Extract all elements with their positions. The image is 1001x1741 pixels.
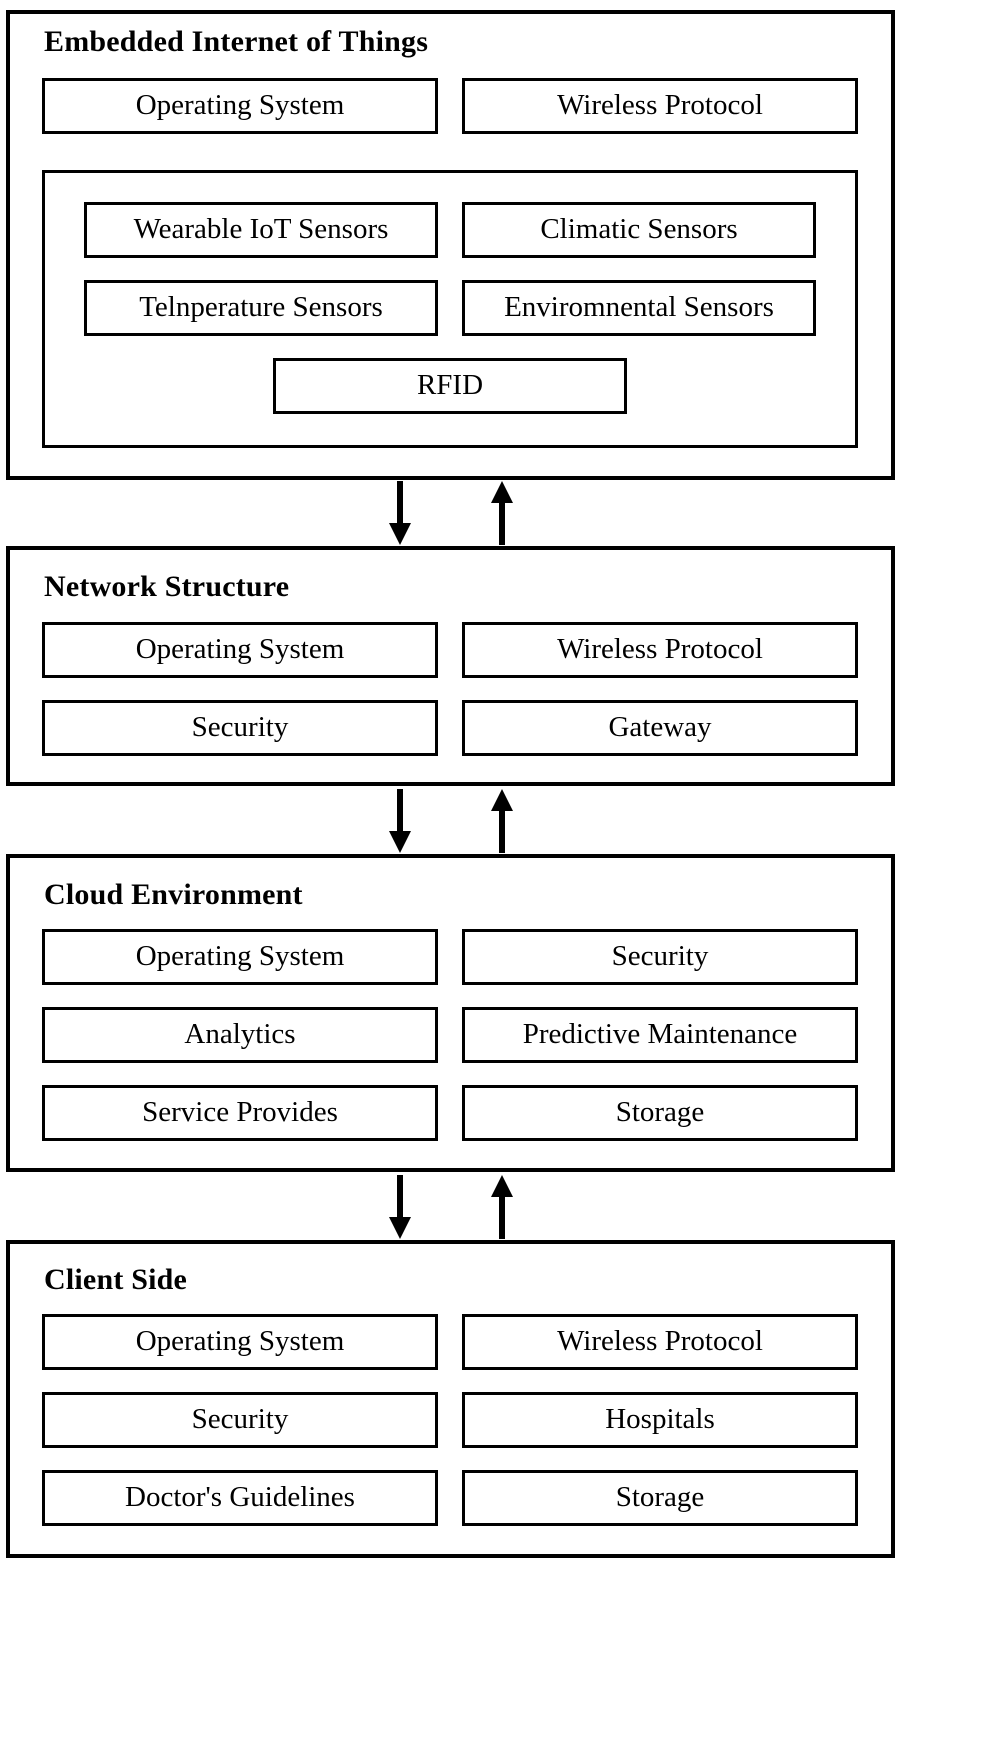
box-operating-system-cloud: Operating System [42,929,438,985]
layer-title-network-structure: Network Structure [44,570,290,603]
box-operating-system-network: Operating System [42,622,438,678]
box-wireless-protocol-iot: Wireless Protocol [462,78,858,134]
arrow-network-to-cloud [386,789,414,853]
arrow-client-to-cloud [488,1175,516,1239]
box-wireless-protocol-client: Wireless Protocol [462,1314,858,1370]
box-security-client: Security [42,1392,438,1448]
box-security-network: Security [42,700,438,756]
arrow-iot-to-network [386,481,414,545]
box-gateway-network: Gateway [462,700,858,756]
box-rfid: RFID [273,358,627,414]
box-operating-system-iot: Operating System [42,78,438,134]
box-security-cloud: Security [462,929,858,985]
box-analytics-cloud: Analytics [42,1007,438,1063]
box-predictive-maintenance-cloud: Predictive Maintenance [462,1007,858,1063]
box-wireless-protocol-network: Wireless Protocol [462,622,858,678]
box-operating-system-client: Operating System [42,1314,438,1370]
box-environmental-sensors: Enviromnental Sensors [462,280,816,336]
box-wearable-iot-sensors: Wearable IoT Sensors [84,202,438,258]
layer-title-client-side: Client Side [44,1263,188,1296]
box-temperature-sensors: Telnperature Sensors [84,280,438,336]
box-doctors-guidelines-client: Doctor's Guidelines [42,1470,438,1526]
box-climatic-sensors: Climatic Sensors [462,202,816,258]
arrow-cloud-to-client [386,1175,414,1239]
arrow-cloud-to-network [488,789,516,853]
arrow-network-to-iot [488,481,516,545]
layer-title-cloud-environment: Cloud Environment [44,878,303,911]
box-storage-client: Storage [462,1470,858,1526]
box-service-provides-cloud: Service Provides [42,1085,438,1141]
box-hospitals-client: Hospitals [462,1392,858,1448]
layer-title-embedded-iot: Embedded Internet of Things [44,25,429,58]
box-storage-cloud: Storage [462,1085,858,1141]
